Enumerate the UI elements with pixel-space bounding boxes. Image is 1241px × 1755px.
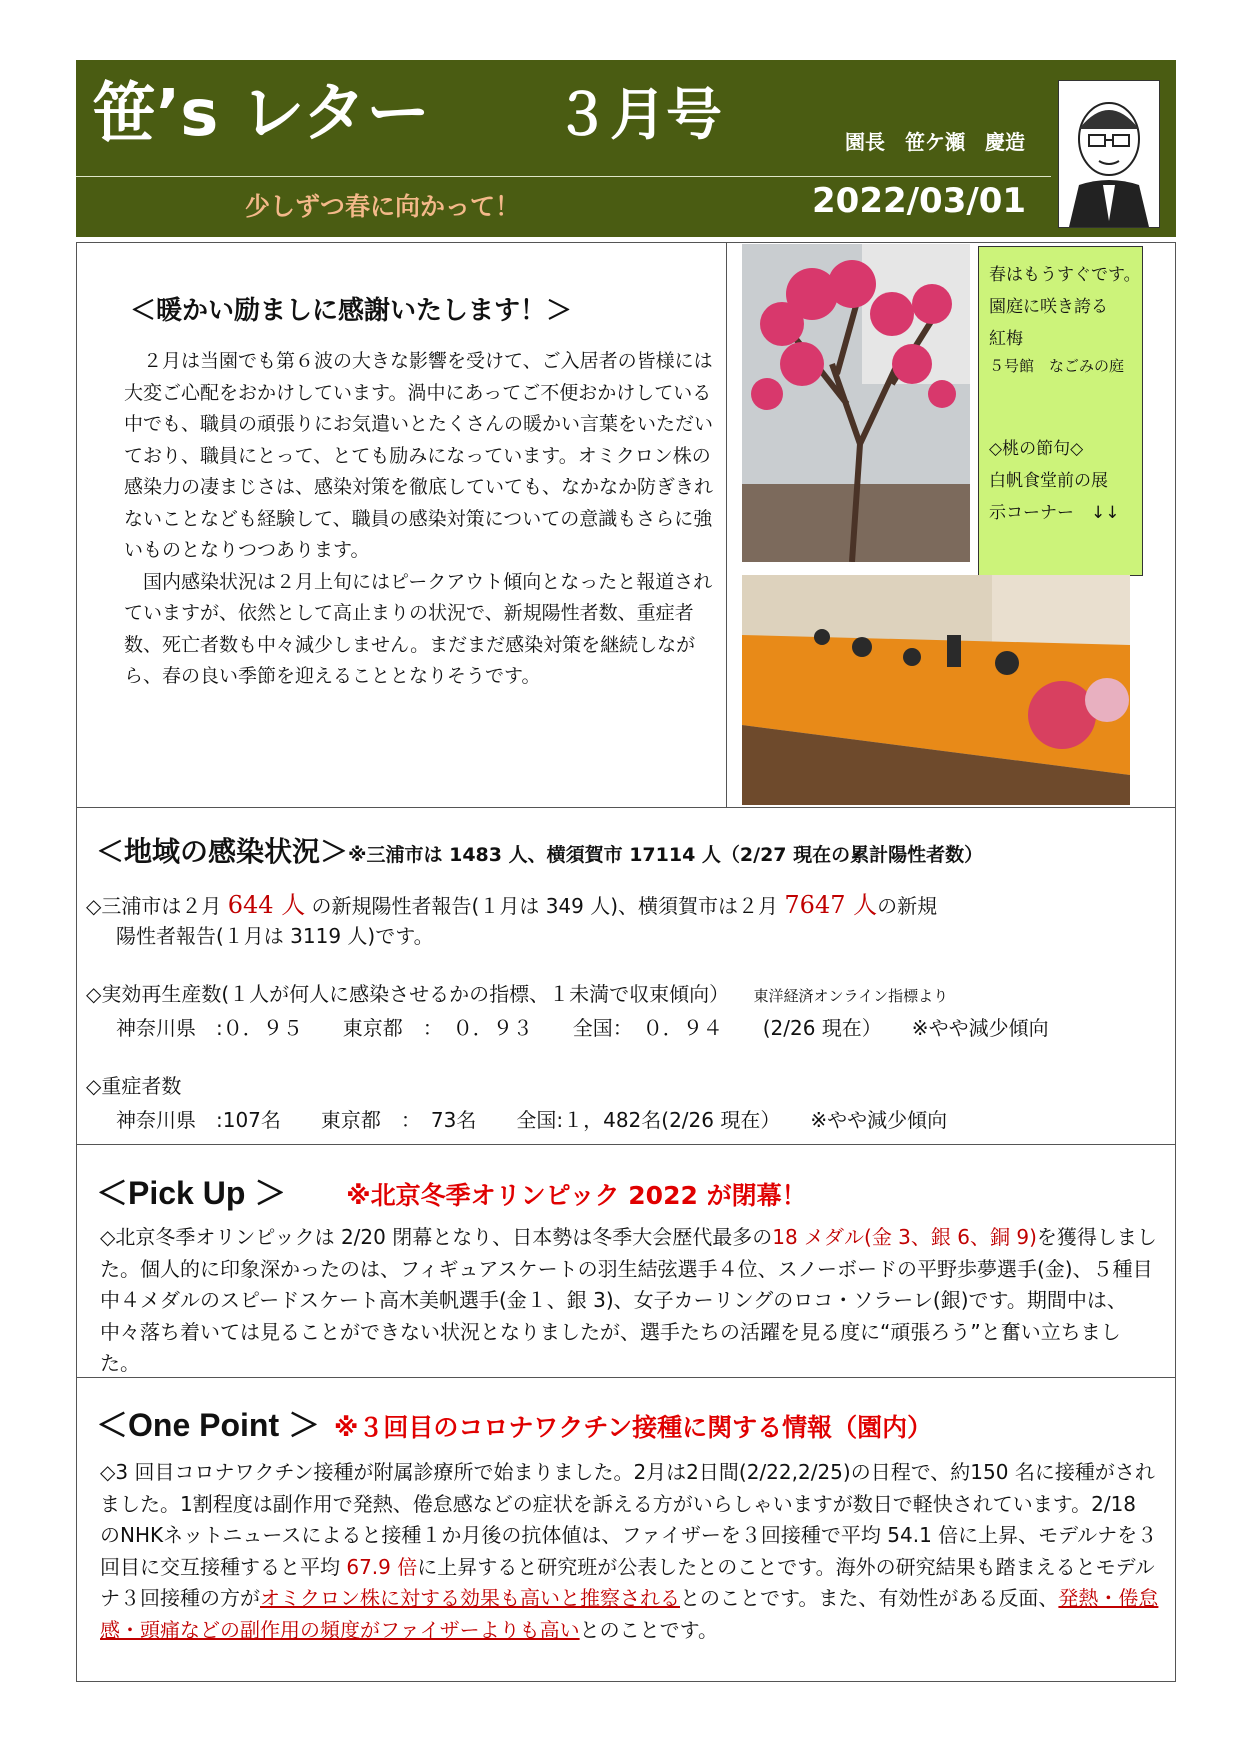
note-line: 白帆食堂前の展 (989, 471, 1108, 491)
greeting-body (124, 346, 714, 693)
note-line: 園庭に咲き誇る (989, 297, 1108, 317)
issue-month: ３月号 (554, 83, 722, 148)
one-point-heading (96, 1400, 932, 1446)
new-cases-line (86, 885, 937, 920)
pick-up-body (100, 1222, 1160, 1380)
yokosuka-cases: 7647 人 (784, 891, 878, 919)
side-effect-highlight: 発熱・倦怠感・頭痛などの副作用の頻度がファイザーよりも高い (100, 1586, 1159, 1642)
note-line: ◇桃の節句◇ (989, 439, 1084, 459)
miura-cases: 644 人 (227, 891, 306, 919)
heading-text: ＜地域の感染状況＞ (96, 835, 349, 868)
text: とのことです。また、有効性がある反面、 (680, 1586, 1059, 1610)
heading-note: ※三浦市は 1483 人、横須賀市 17114 人（2/27 現在の累計陽性者数） (348, 844, 984, 866)
text: ◇3 回目コロナワクチン接種が附属診療所で始まりました。2月は2日間(2/22,2/25)の日程で、約150 名に接種がされました。1割程度は副作用で発熱、倦怠感などの症状を訴える方がいらしゃいますが数日で軽快されています。2/18 のNHKネットニュースによると接種１か月後の抗体値は、ファイザーを３回接種で平均 54.1 倍に上昇、モデルナを３回目に交互接種すると平均 (100, 1460, 1158, 1579)
antibody-ratio: 67.9 倍 (346, 1554, 418, 1579)
hinamatsuri-display-photo (742, 575, 1130, 805)
reproduction-number-title (86, 978, 948, 1007)
greeting-paragraph: ２月は当園でも第６波の大きな影響を受けて、ご入居者の皆様には大変ご心配をおかけしています。渦中にあってご不便おかけしている中でも、職員の頑張りにお気遣いとたくさんの暖かい言葉をいただいており、職員にとって、とても励みになっています。オミクロン株の感染力の凄まじさは、感染対策を徹底していても、なかなか防ぎきれないことなども経験して、職員の感染対策についての意識もさらに強いものとなりつつあります。 (124, 350, 714, 561)
note-line: 春はもうすぐです。 (989, 265, 1141, 285)
heading-text: ＜One Point ＞ (96, 1407, 321, 1443)
new-cases-line-2: 陽性者報告(１月は 3119 人)です。 (116, 924, 434, 948)
issue-date: 2022/03/01 (812, 181, 1027, 221)
text: ◇北京冬季オリンピックは 2/20 閉幕となり、日本勢は冬季大会歴代最多の (100, 1225, 773, 1249)
text: ◇三浦市は２月 (86, 894, 222, 918)
note-line: 紅梅 (989, 329, 1023, 349)
text: とのことです。 (579, 1617, 719, 1642)
greeting-paragraph: 国内感染状況は２月上旬にはピークアウト傾向となったと報道されていますが、依然として高止まりの状況で、新規陽性者数、重症者数、死亡者数も中々減少しません。まだまだ感染対策を継続しながら、春の良い季節を迎えることとなりそうです。 (124, 570, 713, 687)
text: の新規 (877, 894, 938, 918)
text: の新規陽性者報告(１月は 349 人)、横須賀市は２月 (311, 894, 779, 918)
pick-up-heading (96, 1168, 807, 1214)
newsletter-title: 笹’s レター (92, 77, 431, 151)
heading-text: ＜Pick Up ＞ (96, 1175, 287, 1211)
text: を獲得しました。個人的に印象深かったのは、フィギュアスケートの羽生結弦選手４位、スノーボードの平野歩夢選手(金)、５種目中４メダルのスピードスケート高木美帆選手(金１、銀 3)、女子カーリングのロコ・ソラーレ(銀)です。期間中は、中々落ち着いては見ることができない状況となりましたが、選手たちの活躍を見る度に“頑張ろう”と奮い立ちました。 (100, 1225, 1157, 1375)
author-name: 園長 笹ケ瀬 慶造 (845, 130, 1025, 154)
reproduction-number-values: 神奈川県 :０．９５ 東京都 ： ０．９３ 全国： ０．９４ (2/26 現在） ※やや減少傾向 (116, 1016, 1049, 1040)
heading-note: ※北京冬季オリンピック 2022 が閉幕！ (346, 1181, 807, 1210)
greeting-heading: ＜暖かい励ましに感謝いたします！＞ (130, 296, 573, 326)
header-divider (76, 176, 1051, 177)
one-point-paragraph (100, 1457, 1160, 1646)
author-portrait-illustration (1058, 80, 1160, 228)
photo-caption-note (978, 246, 1143, 576)
text: に上昇すると研究班が公表したとのことです。海外の研究結果も踏まえるとモデルナ３回接種の方が (100, 1554, 1155, 1610)
efficacy-highlight: オミクロン株に対する効果も高いと推察される (260, 1586, 680, 1610)
text: ◇実効再生産数(１人が何人に感染させるかの指標、１未満で収束傾向） (86, 982, 730, 1006)
local-infection-heading (96, 830, 983, 870)
severe-cases-values: 神奈川県 :107名 東京都 ： 73名 全国:１，482名(2/26 現在） ※やや減少傾向 (116, 1108, 948, 1132)
heading-note: ※３回目のコロナワクチン接種に関する情報（園内） (334, 1413, 933, 1442)
pick-up-paragraph (100, 1222, 1160, 1380)
note-line: 示コーナー ↓↓ (989, 503, 1120, 523)
one-point-body (100, 1457, 1160, 1646)
medal-count: 18 メダル(金 3、銀 6、銅 9) (772, 1225, 1037, 1249)
note-spacer (989, 377, 1132, 433)
section-divider (726, 242, 727, 808)
severe-cases-title: ◇重症者数 (86, 1074, 182, 1098)
source-note: 東洋経済オンライン指標より (753, 987, 949, 1005)
plum-blossom-photo (742, 244, 970, 562)
note-location: ５号館 なごみの庭 (989, 357, 1125, 375)
subtitle: 少しずつ春に向かって！ (245, 192, 521, 221)
